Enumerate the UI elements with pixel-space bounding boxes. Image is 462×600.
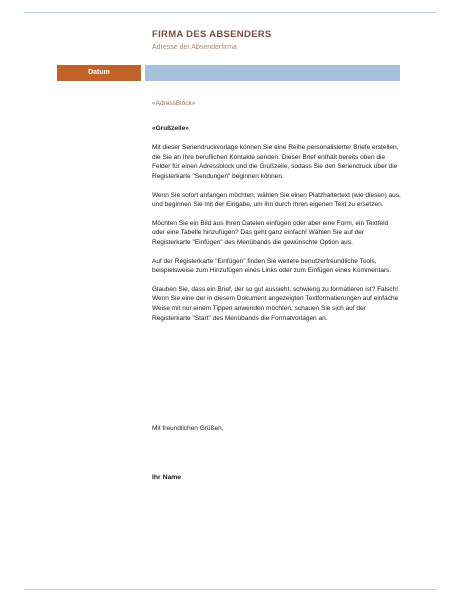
letter-body[interactable]	[152, 99, 402, 332]
body-paragraph-3[interactable]: Möchten Sie ein Bild aus Ihren Dateien einfügen oder aber eine Form, ein Textfeld oder eine Tabelle hinzufügen? Das geht ganz einfach! Wählen Sie auf der Registerkarte "Einfügen" des Menübands die gewünschte Option aus.	[152, 219, 389, 246]
bottom-divider	[24, 589, 436, 590]
body-paragraph-2[interactable]: Wenn Sie sofort anfangen möchten, wählen Sie einen Platzhaltertext (wie diesen) aus, und beginnen Sie mit der Eingabe, um ihn durch Ihren eigenen Text zu ersetzen.	[152, 191, 401, 209]
signature-name[interactable]: Ihr Name	[152, 474, 182, 481]
top-divider	[24, 12, 436, 13]
greeting-field[interactable]: «Grußzeile»	[152, 124, 189, 132]
date-field[interactable]: Datum	[57, 65, 141, 81]
address-block-field[interactable]: «AdressBlock»	[152, 100, 196, 107]
company-name[interactable]: FIRMA DES ABSENDERS	[152, 29, 272, 40]
body-paragraph-1[interactable]: Mit dieser Seriendruckvorlage können Sie eine Reihe personalisierter Briefe erstellen, die Sie an Ihre beruflichen Kontakte senden. Dieser Brief enthält bereits oben die Felder für einen Adressblock und die Grußzeile, sodass Sie den Seriendruck über die Registerkarte "Sendungen" beginnen können.	[152, 144, 399, 180]
company-address[interactable]: Adresse der Absenderfirma	[152, 44, 237, 51]
sender-block	[152, 29, 272, 51]
closing-line[interactable]: Mit freundlichen Grüßen,	[152, 425, 224, 432]
body-paragraph-5[interactable]: Glauben Sie, dass ein Brief, der so gut aussieht, schwierig zu formatieren ist? Falsch! Wenn Sie eine der in diesem Dokument angezeigten Textformatierungen auf einfache Weise mit nur einem Tippen anwenden möchten, schauen Sie sich auf der Registerkarte "Start" des Menübands die Formatvorlagen an.	[152, 285, 399, 322]
accent-band	[145, 65, 400, 81]
body-paragraph-4[interactable]: Auf der Registerkarte "Einfügen" finden Sie weitere benutzerfreundliche Tools, beispielsweise zum Hinzufügen eines Links oder zum Einfügen eines Kommentars.	[152, 257, 392, 275]
